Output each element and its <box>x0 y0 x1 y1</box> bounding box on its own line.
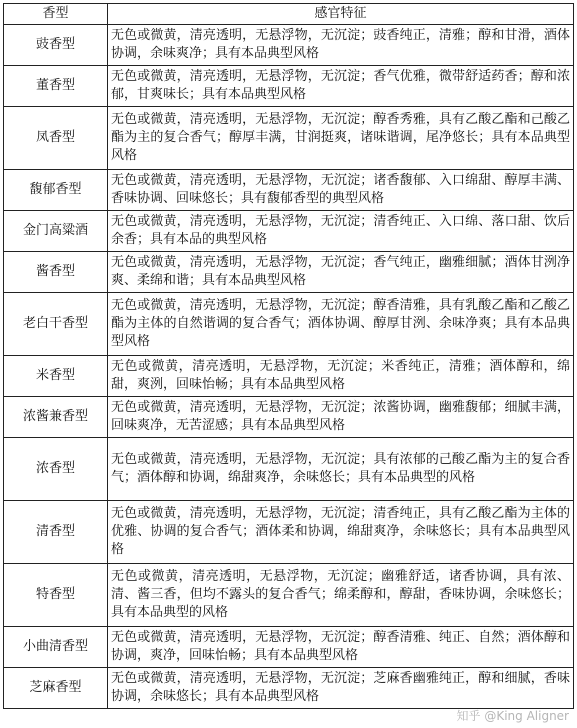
aroma-type-cell: 浓香型 <box>4 438 108 501</box>
table-row <box>4 564 574 627</box>
aroma-type-cell: 浓酱兼香型 <box>4 397 108 438</box>
aroma-type-cell: 馥郁香型 <box>4 170 108 211</box>
table-header-row <box>4 4 574 25</box>
aroma-type-cell: 豉香型 <box>4 25 108 66</box>
aroma-table <box>3 3 574 709</box>
aroma-type-cell: 凤香型 <box>4 107 108 170</box>
watermark: 知乎 @King Aligner <box>456 709 569 723</box>
aroma-type-cell: 芝麻香型 <box>4 668 108 709</box>
table-row <box>4 501 574 564</box>
table-row <box>4 438 574 501</box>
table-row <box>4 66 574 107</box>
table-row <box>4 397 574 438</box>
table-row <box>4 107 574 170</box>
sensory-description-cell: 无色或微黄，清亮透明，无悬浮物，无沉淀；米香纯正，清雅；酒体醇和，绵甜，爽洌，回味怡畅；具有本品典型风格 <box>108 356 574 397</box>
table-row <box>4 627 574 668</box>
sensory-description-cell: 无色或微黄，清亮透明，无悬浮物，无沉淀；清香纯正、入口绵、落口甜、饮后余香；具有本品的典型风格 <box>108 211 574 252</box>
sensory-description-cell: 无色或微黄，清亮透明，无悬浮物，无沉淀；醇香秀雅，具有乙酸乙酯和己酸乙酯为主的复合香气；醇厚丰满，甘润挺爽，诸味谐调，尾净悠长；具有本品典型风格 <box>108 107 574 170</box>
aroma-type-cell: 老白干香型 <box>4 293 108 356</box>
sensory-description-cell: 无色或微黄，清亮透明，无悬浮物，无沉淀；幽雅舒适，诸香协调，具有浓、清、酱三香，但均不露头的复合香气；绵柔醇和，醇甜，香味协调，余味悠长；具有本品典型的风格 <box>108 564 574 627</box>
sensory-description-cell: 无色或微黄，清亮透明，无悬浮物，无沉淀；芝麻香幽雅纯正，醇和细腻，香味协调，余味悠长；具有本品典型风格 <box>108 668 574 709</box>
aroma-type-cell: 酱香型 <box>4 252 108 293</box>
sensory-description-cell: 无色或微黄，清亮透明，无悬浮物，无沉淀；具有浓郁的己酸乙酯为主的复合香气；酒体醇和协调，绵甜爽净，余味悠长；具有本品典型的风格 <box>108 438 574 501</box>
sensory-description-cell: 无色或微黄，清亮透明，无悬浮物，无沉淀；醇香清雅，具有乳酸乙酯和乙酸乙酯为主体的自然谐调的复合香气；酒体协调、醇厚甘洌、余味净爽；具有本品典型风格 <box>108 293 574 356</box>
table-row <box>4 211 574 252</box>
table-row <box>4 293 574 356</box>
header-aroma-type: 香型 <box>4 4 108 25</box>
table-row <box>4 25 574 66</box>
sensory-description-cell: 无色或微黄，清亮透明，无悬浮物，无沉淀；豉香纯正，清雅；醇和甘滑，酒体协调，余味爽净；具有本品典型风格 <box>108 25 574 66</box>
aroma-type-cell: 董香型 <box>4 66 108 107</box>
sensory-description-cell: 无色或微黄，清亮透明，无悬浮物，无沉淀；香气优雅，微带舒适药香；醇和浓郁，甘爽味长；具有本品典型风格 <box>108 66 574 107</box>
aroma-type-cell: 米香型 <box>4 356 108 397</box>
sensory-description-cell: 无色或微黄，清亮透明，无悬浮物，无沉淀；清香纯正，具有乙酸乙酯为主体的优雅、协调的复合香气；酒体柔和协调，绵甜爽净，余味悠长；具有本品典型风格 <box>108 501 574 564</box>
table-row <box>4 668 574 709</box>
table-row <box>4 356 574 397</box>
sensory-description-cell: 无色或微黄，清亮透明，无悬浮物，无沉淀；浓酱协调，幽雅馥郁；细腻丰满，回味爽净，无苦涩感；具有本品典型风格 <box>108 397 574 438</box>
table-row <box>4 170 574 211</box>
sensory-description-cell: 无色或微黄，清亮透明，无悬浮物，无沉淀；香气纯正，幽雅细腻；酒体甘洌净爽、柔绵和谐；具有本品典型风格 <box>108 252 574 293</box>
header-sensory-features: 感官特征 <box>108 4 574 25</box>
aroma-type-cell: 清香型 <box>4 501 108 564</box>
sensory-description-cell: 无色或微黄，清亮透明，无悬浮物，无沉淀；诸香馥郁、入口绵甜、醇厚丰满、香味协调、回味悠长；具有馥郁香型的典型风格 <box>108 170 574 211</box>
aroma-type-cell: 金门高粱酒 <box>4 211 108 252</box>
aroma-type-cell: 特香型 <box>4 564 108 627</box>
table-row <box>4 252 574 293</box>
sensory-description-cell: 无色或微黄，清亮透明，无悬浮物，无沉淀；醇香清雅、纯正、自然；酒体醇和协调，爽净，回味怡畅；具有本品典型风格 <box>108 627 574 668</box>
aroma-type-cell: 小曲清香型 <box>4 627 108 668</box>
